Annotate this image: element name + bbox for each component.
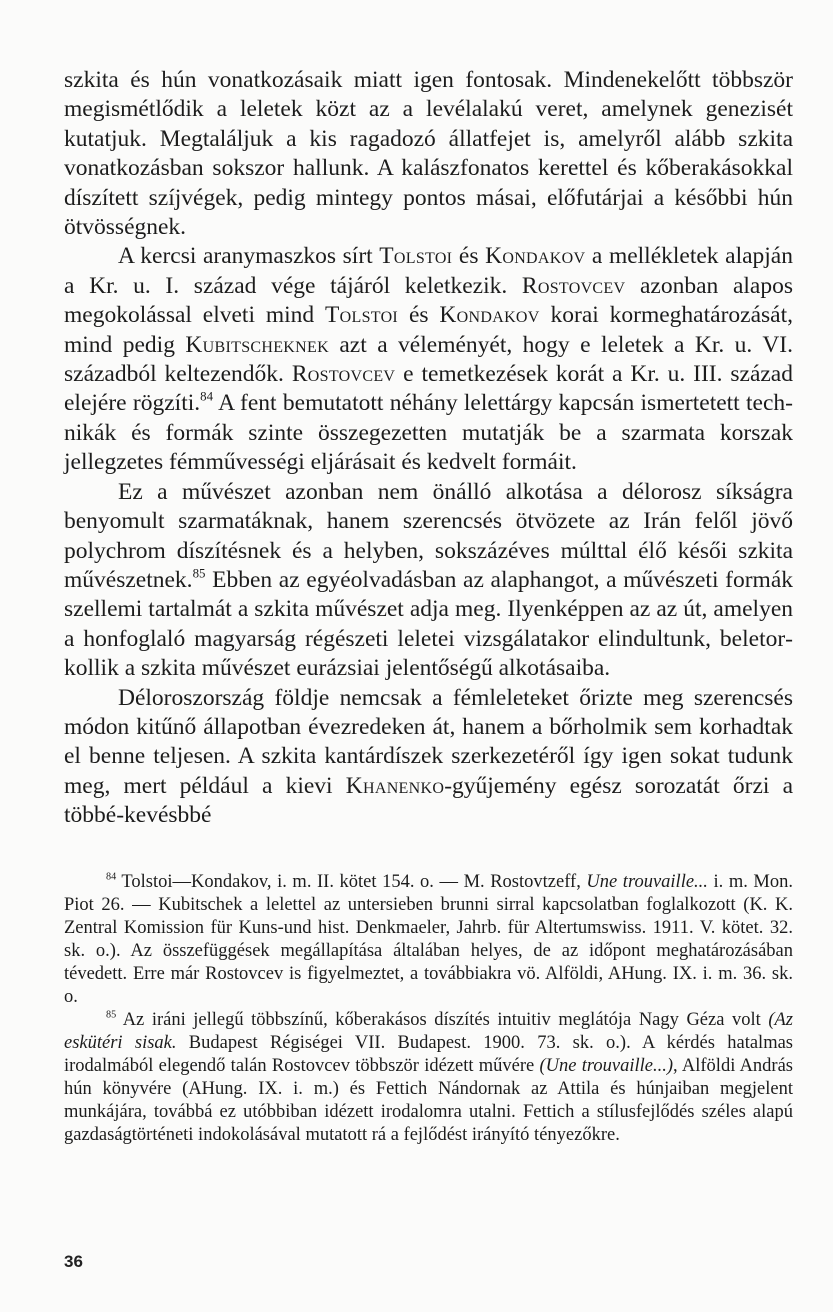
paragraph <box>64 684 793 831</box>
author-name: Rostovcev <box>291 361 396 388</box>
text-run: e temetkezések korát a Kr. u. III. század elejére rögzíti. <box>64 361 793 417</box>
footnote-ref: 84 <box>106 870 117 882</box>
text-run: azonban alapos megokolással elveti mind <box>64 272 793 329</box>
italic-text: (Az eskütéri sisak. <box>64 1009 793 1053</box>
text-run: -gyűjemény egész sorozatát őrzi a többé-kevésbbé <box>64 772 793 829</box>
text-run: és <box>452 243 486 270</box>
text-run: korai kormeghatározását, mind pedig <box>64 302 793 358</box>
text-run: i. m. Mon. Piot 26. — Kubitschek a lelettel az untersieben brunni sirral kapcsolatban foglalkozott (K. K. Zentral Komission für Kuns-und hist. Denkmaeler, Jahrb. für Altertumswiss. 1911. V. kötet. 32. sk. o.). Az összefüggések megállapítása általában helyes, de az időpont meghatározásában tévedett. Erre már Rostovcev is figyelmeztet, a továbbiakra vö. Alföldi, AHung. IX. i. m. 36. sk. o. <box>64 871 793 1007</box>
main-text <box>64 66 793 831</box>
page-number: 36 <box>64 1252 83 1271</box>
footnote-ref: 85 <box>192 565 206 581</box>
italic-text: (Une trouvaille...) <box>539 1055 674 1076</box>
author-name: Kondakov <box>439 302 540 329</box>
footnote <box>64 1009 793 1147</box>
paragraph <box>64 242 793 477</box>
paragraph <box>64 478 793 684</box>
text-run: A kercsi aranymaszkos sírt <box>118 243 380 270</box>
text-run: azt a véleményét, hogy e leletek a Kr. u. VI. századból keltezendők. <box>64 331 793 388</box>
footnote-ref: 85 <box>106 1008 117 1020</box>
author-name: Tolstoi <box>325 302 399 329</box>
text-run: Déloroszország földje nemcsak a fémleleteket őrizte meg szerencsés módon kitűnő állapotban évezredeken át, hanem a bőrholmik sem korhadtak el benne teljesen. A szkita kantárdíszek szerkezetéről így igen sokat tudunk meg, mert például a kievi <box>64 684 793 799</box>
text-run: a mellékletek alapján a Kr. u. I. század vége tájáról keletkezik. <box>64 243 793 299</box>
text-run: , Alföldi András hún könyvére (AHung. IX. i. m.) és Fettich Nándornak az Attila és húnjaiban megjelent munkájára, továbbá ez utóbbiban idézett irodalomra utalni. Fettich a stílusfejlődés széles alapú gazdaságtörténeti indokolásával mutatott rá a fejlődést irányító tényezőkre. <box>64 1055 793 1145</box>
footnote <box>64 871 793 1009</box>
italic-text: Une trouvaille... <box>586 871 708 892</box>
text-run: Tolstoi—Kondakov, i. m. II. kötet 154. o. — M. Rostovtzeff, <box>116 871 587 892</box>
text-run: Ebben az egyéolvadásban az alaphangot, a művészeti formák szellemi tartalmát a szkita művészet adja meg. Ilyenképpen az az út, amelyen a honfoglaló magyarság régészeti leletei vizsgálatakor elindultunk, beletorkollik a szkita művészet eurázsiai jelentőségű alkotásaiba. <box>64 566 793 682</box>
author-name: Tolstoi <box>379 243 453 270</box>
author-name: Khanenko <box>345 772 445 799</box>
text-run: A fent bemutatott néhány lelettárgy kapcsán ismertetett technikák és formák szinte összegezetten mutatják be a szarmata korszak jellegzetes fémművességi eljárásait és kedvelt formáit. <box>64 390 793 476</box>
author-name: Kubitscheknek <box>185 331 329 358</box>
author-name: Kondakov <box>485 243 586 270</box>
text-run: Az iráni jellegű többszínű, kőberakásos díszítés intuitiv meglátója Nagy Géza volt <box>116 1009 769 1030</box>
author-name: Rostovcev <box>521 272 626 299</box>
footnote-ref: 84 <box>200 388 214 404</box>
paragraph <box>64 66 793 242</box>
text-run: és <box>398 302 440 329</box>
page-content <box>64 66 793 1147</box>
text-run: szkita és hún vonatkozásaik miatt igen fontosak. Mindenekelőtt többször megismétlődik a leletek közt az a levélalakú veret, amelynek genezisét kutatjuk. Megtaláljuk a kis ragadozó állatfejet is, amelyről alább szkita vonatkozásban sokszor hallunk. A kalászfonatos kerettel és kőberakásokkal díszített szíjvégek, pedig mintegy pontos másai, előfutárjai a későbbi hún ötvösségnek. <box>64 67 793 241</box>
text-run: Budapest Régiségei VII. Budapest. 1900. 73. sk. o.). A kérdés hatalmas irodalmából elegendő talán Rostovcev többször idézett művére <box>64 1032 793 1076</box>
footnotes <box>64 871 793 1147</box>
text-run: Ez a művészet azonban nem önálló alkotása a délorosz síkságra benyomult szarmatáknak, hanem szerencsés ötvözete az Irán felől jövő polychrom díszítésnek és a helyben, sokszázéves múlttal élő késői szkita művészetnek. <box>64 478 793 593</box>
